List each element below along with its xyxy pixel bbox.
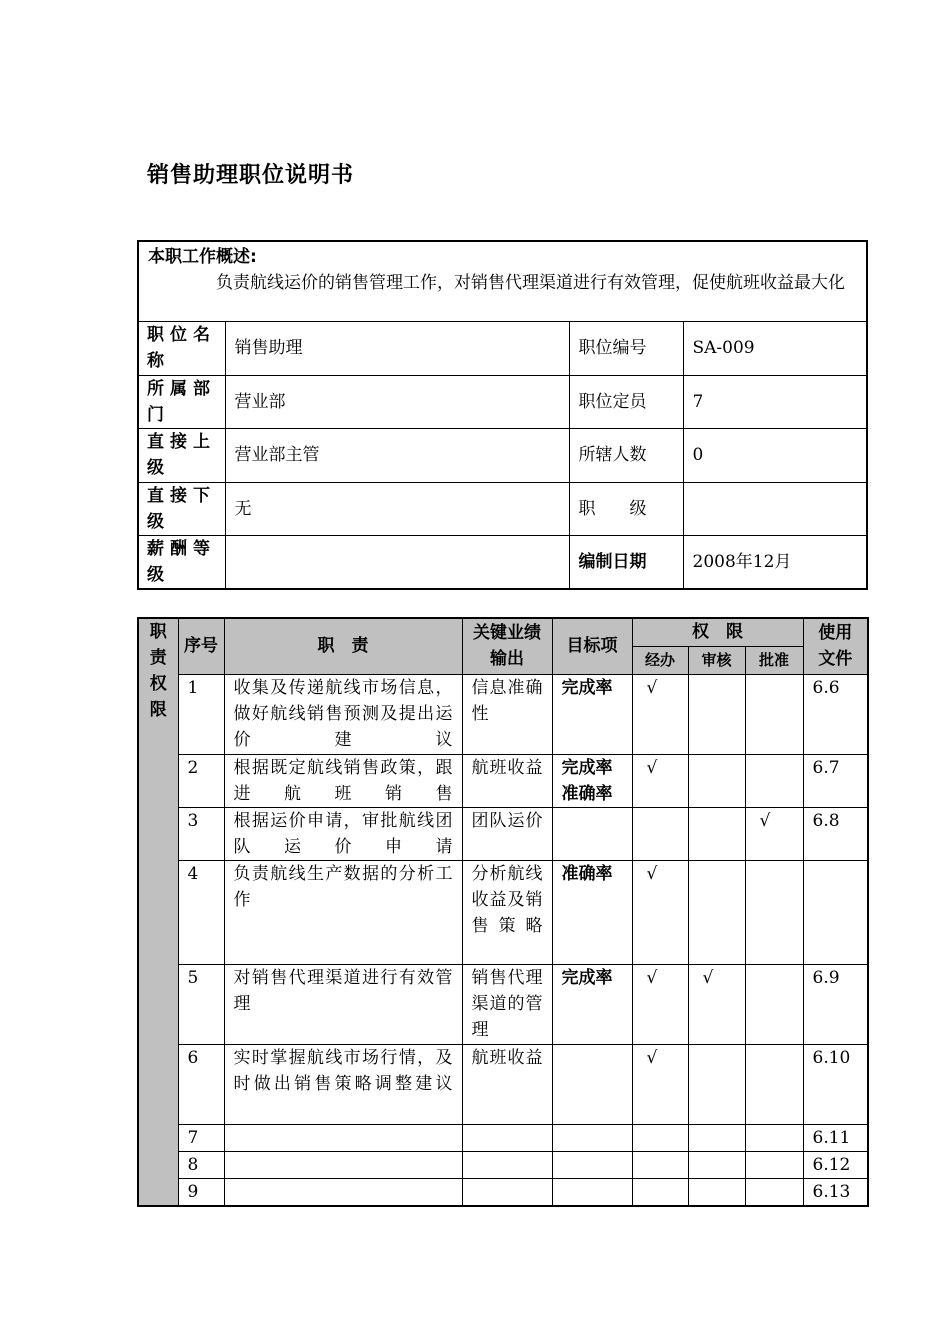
duty-text: 对销售代理渠道进行有效管理 (224, 964, 462, 1044)
duty-doc: 6.7 (803, 754, 868, 807)
duty-output: 销售代理渠道的管理 (462, 964, 552, 1044)
authority-review: √ (688, 964, 745, 1044)
authority-approve (745, 1124, 803, 1151)
duty-seq: 8 (178, 1151, 224, 1178)
authority-approve (745, 1151, 803, 1178)
info-value: 销售助理 (225, 321, 569, 375)
info-value2: 0 (683, 428, 867, 482)
duty-seq: 2 (178, 754, 224, 807)
info-value2: 2008年12月 (683, 535, 867, 589)
duty-output: 团队运价 (462, 807, 552, 860)
duty-output: 信息准确性 (462, 674, 552, 754)
info-value2 (683, 482, 867, 535)
header-doc: 使用文件 (803, 618, 868, 674)
header-duty: 职 责 (224, 618, 462, 674)
authority-review (688, 1124, 745, 1151)
duty-output (462, 1124, 552, 1151)
duty-seq: 4 (178, 860, 224, 964)
info-label: 直接上级 (138, 428, 225, 482)
authority-approve (745, 1044, 803, 1124)
duty-doc: 6.9 (803, 964, 868, 1044)
info-label2: 编制日期 (569, 535, 683, 589)
info-value: 营业部 (225, 375, 569, 428)
duty-text: 负责航线生产数据的分析工作 (224, 860, 462, 964)
page-title: 销售助理职位说明书 (147, 163, 355, 188)
duty-target: 完成率 (552, 674, 632, 754)
duty-doc: 6.12 (803, 1151, 868, 1178)
info-value2: SA-009 (683, 321, 867, 375)
authority-handle (632, 1151, 688, 1178)
authority-review (688, 674, 745, 754)
position-info-table (137, 240, 868, 590)
info-label: 所属部门 (138, 375, 225, 428)
info-row (138, 535, 867, 589)
duty-output: 航班收益 (462, 754, 552, 807)
authority-handle: √ (632, 860, 688, 964)
info-value2: 7 (683, 375, 867, 428)
info-row (138, 482, 867, 535)
duty-doc: 6.11 (803, 1124, 868, 1151)
duty-seq: 5 (178, 964, 224, 1044)
duty-row (138, 674, 868, 754)
duty-text (224, 1124, 462, 1151)
duty-output (462, 1151, 552, 1178)
authority-review (688, 1178, 745, 1206)
info-row (138, 321, 867, 375)
info-value (225, 535, 569, 589)
info-label2: 所辖人数 (569, 428, 683, 482)
duty-text: 根据既定航线销售政策，跟进航班销售 (224, 754, 462, 807)
info-label: 直接下级 (138, 482, 225, 535)
authority-handle: √ (632, 754, 688, 807)
authority-review (688, 860, 745, 964)
authority-handle (632, 1124, 688, 1151)
duty-target: 完成率 准确率 (552, 754, 632, 807)
duty-doc (803, 860, 868, 964)
header-output: 关键业绩输出 (462, 618, 552, 674)
authority-handle: √ (632, 674, 688, 754)
duty-row (138, 964, 868, 1044)
duty-seq: 3 (178, 807, 224, 860)
authority-handle: √ (632, 964, 688, 1044)
duty-target: 完成率 (552, 964, 632, 1044)
duty-row (138, 754, 868, 807)
authority-review (688, 1044, 745, 1124)
duty-row (138, 1044, 868, 1124)
duty-output (462, 1178, 552, 1206)
duty-text: 收集及传递航线市场信息，做好航线销售预测及提出运价建议 (224, 674, 462, 754)
duties-table (137, 617, 869, 1207)
authority-approve: √ (745, 807, 803, 860)
info-value: 营业部主管 (225, 428, 569, 482)
authority-approve (745, 674, 803, 754)
info-label2: 职位定员 (569, 375, 683, 428)
authority-handle (632, 807, 688, 860)
duty-seq: 1 (178, 674, 224, 754)
authority-handle (632, 1178, 688, 1206)
authority-review (688, 754, 745, 807)
duty-text: 实时掌握航线市场行情，及时做出销售策略调整建议 (224, 1044, 462, 1124)
authority-approve (745, 754, 803, 807)
info-value: 无 (225, 482, 569, 535)
duty-row (138, 807, 868, 860)
info-label: 职位名称 (138, 321, 225, 375)
duty-target (552, 1044, 632, 1124)
duty-text (224, 1151, 462, 1178)
header-review: 审核 (688, 646, 745, 674)
duty-seq: 6 (178, 1044, 224, 1124)
duty-doc: 6.8 (803, 807, 868, 860)
authority-approve (745, 860, 803, 964)
info-label: 薪酬等级 (138, 535, 225, 589)
duty-target (552, 1124, 632, 1151)
duty-target: 准确率 (552, 860, 632, 964)
duty-seq: 7 (178, 1124, 224, 1151)
duty-seq: 9 (178, 1178, 224, 1206)
duty-target (552, 807, 632, 860)
duty-text: 根据运价申请，审批航线团队运价申请 (224, 807, 462, 860)
info-row (138, 428, 867, 482)
header-target: 目标项 (552, 618, 632, 674)
duty-output: 分析航线收益及销售策略 (462, 860, 552, 964)
duty-doc: 6.13 (803, 1178, 868, 1206)
header-authority: 权 限 (632, 618, 803, 646)
header-seq: 序号 (178, 618, 224, 674)
info-row (138, 375, 867, 428)
info-label2: 职 级 (569, 482, 683, 535)
duty-row (138, 1124, 868, 1151)
header-approve: 批准 (745, 646, 803, 674)
authority-approve (745, 964, 803, 1044)
duty-target (552, 1151, 632, 1178)
authority-approve (745, 1178, 803, 1206)
duty-target (552, 1178, 632, 1206)
job-summary-label: 本职工作概述: (148, 247, 257, 267)
authority-review (688, 1151, 745, 1178)
header-handle: 经办 (632, 646, 688, 674)
authority-handle: √ (632, 1044, 688, 1124)
job-summary-text: 负责航线运价的销售管理工作，对销售代理渠道进行有效管理，促使航班收益最大化 (216, 273, 845, 293)
duty-row (138, 860, 868, 964)
duty-doc: 6.6 (803, 674, 868, 754)
duties-side-label: 职责权限 (138, 618, 178, 1206)
authority-review (688, 807, 745, 860)
duty-text (224, 1178, 462, 1206)
duty-output: 航班收益 (462, 1044, 552, 1124)
duty-doc: 6.10 (803, 1044, 868, 1124)
duty-row (138, 1178, 868, 1206)
duty-row (138, 1151, 868, 1178)
job-summary-cell (138, 241, 867, 321)
info-label2: 职位编号 (569, 321, 683, 375)
